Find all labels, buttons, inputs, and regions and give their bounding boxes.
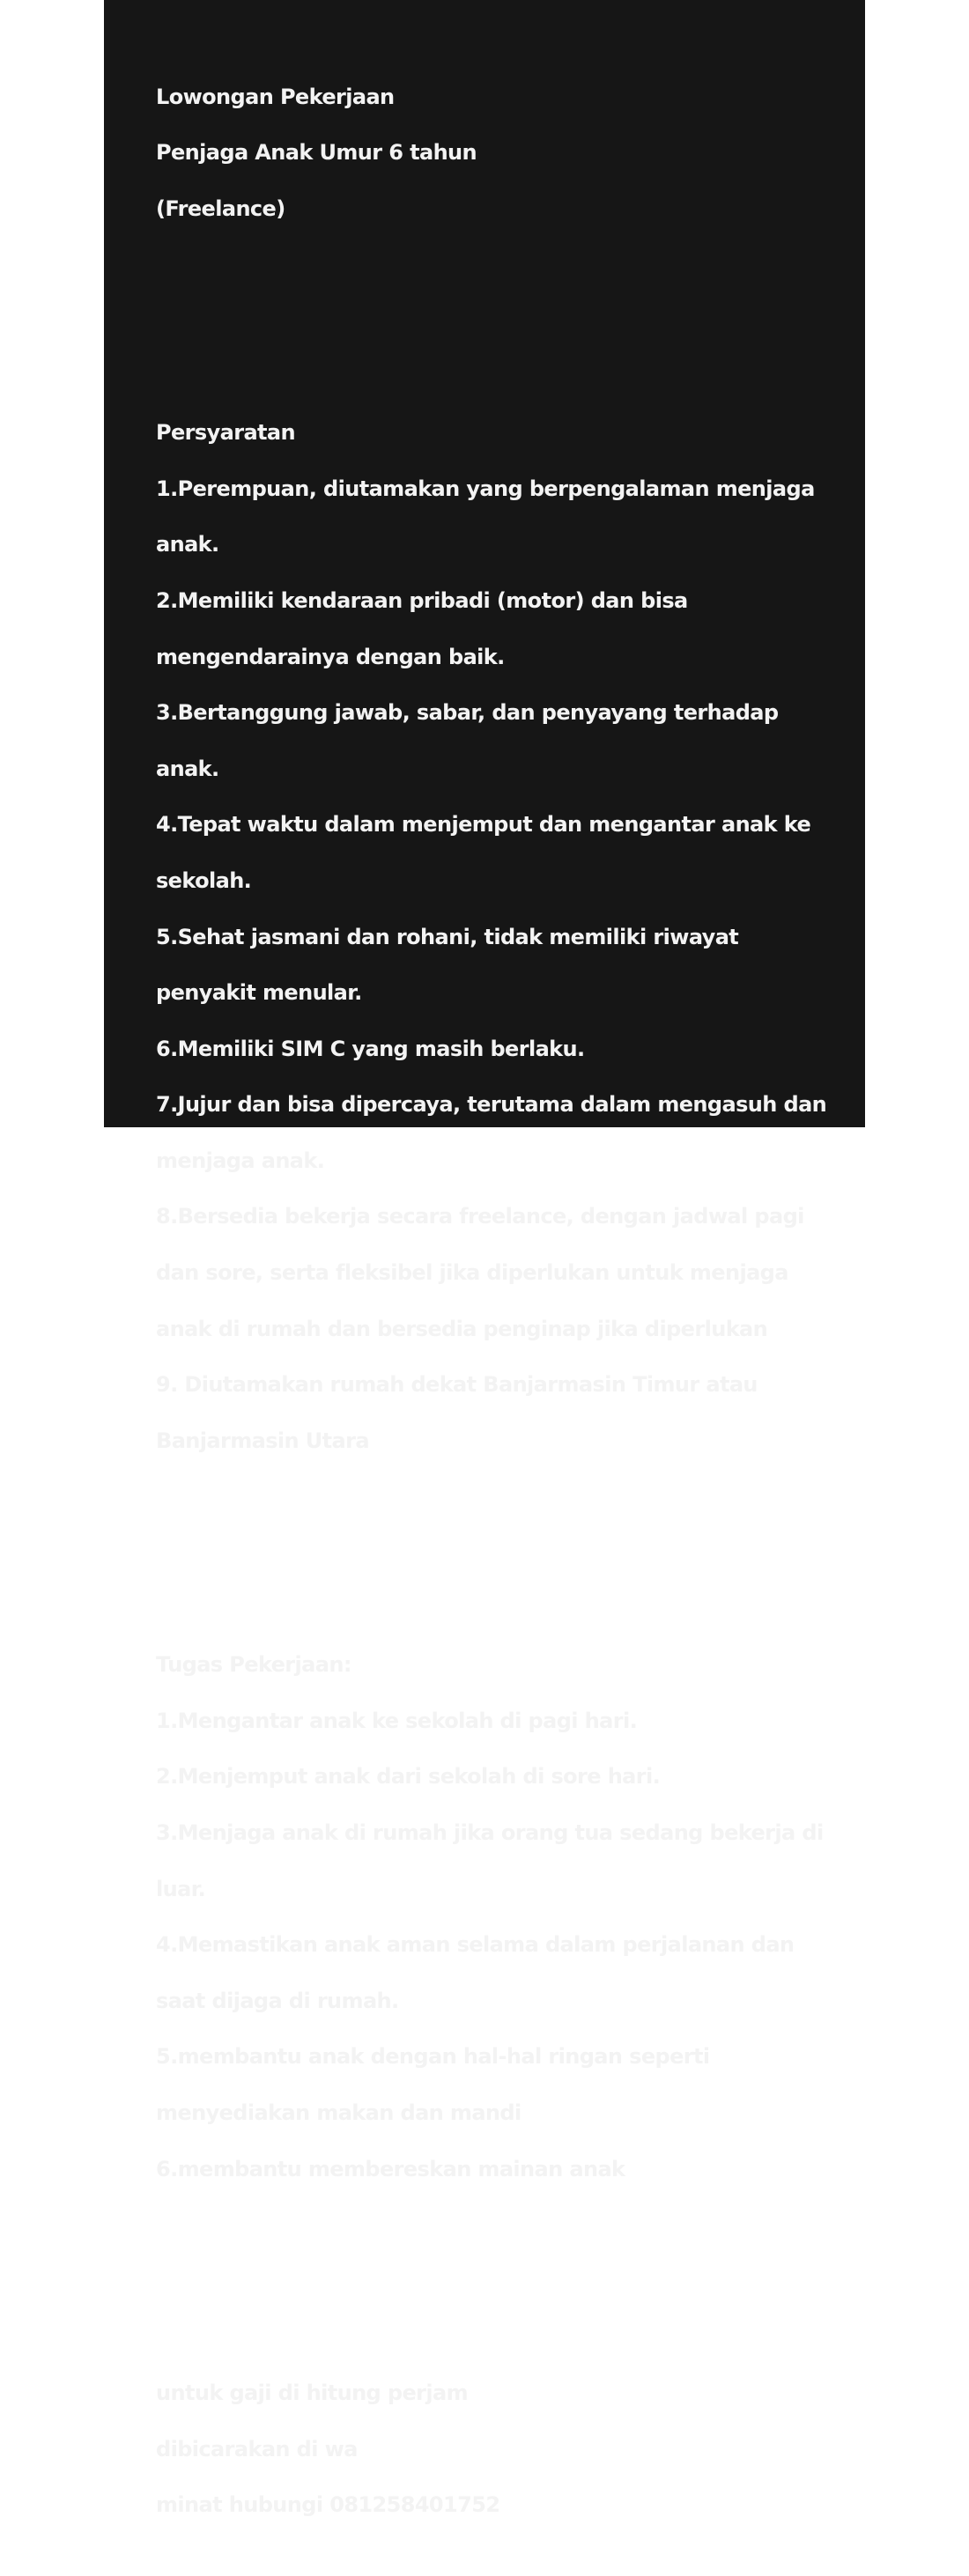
duty-line: saat dijaga di rumah. bbox=[156, 1988, 399, 2013]
requirement-line: dan sore, serta fleksibel jika diperlukan untuk menjaga bbox=[156, 1260, 788, 1286]
requirements-section bbox=[156, 391, 861, 1483]
post-title: Lowongan Pekerjaan bbox=[156, 84, 395, 109]
duty-line: 1.Mengantar anak ke sekolah di pagi hari. bbox=[156, 1708, 638, 1733]
discussion-note: dibicarakan di wa bbox=[156, 2436, 358, 2462]
requirement-line: mengendarainya dengan baik. bbox=[156, 644, 505, 669]
requirement-line: anak. bbox=[156, 532, 219, 557]
duty-line: 4.Memastikan anak aman selama dalam perjalanan dan bbox=[156, 1932, 795, 1958]
requirement-line: 4.Tepat waktu dalam menjemput dan mengantar anak ke bbox=[156, 812, 811, 838]
duty-line: menyediakan makan dan mandi bbox=[156, 2100, 521, 2125]
job-post-text bbox=[156, 27, 861, 2576]
requirement-line: penyakit menular. bbox=[156, 980, 362, 1006]
duty-line: 2.Menjemput anak dari sekolah di sore hari. bbox=[156, 1764, 661, 1790]
story-panel bbox=[104, 0, 865, 2518]
requirement-line: 8.Bersedia bekerja secara freelance, dengan jadwal pagi bbox=[156, 1204, 804, 1229]
requirement-line: sekolah. bbox=[156, 867, 252, 893]
requirements-heading: Persyaratan bbox=[156, 420, 296, 446]
requirement-line: 2.Memiliki kendaraan pribadi (motor) dan bisa bbox=[156, 587, 688, 613]
requirement-line: anak di rumah dan bersedia penginap jika diperlukan bbox=[156, 1316, 768, 1341]
header-block bbox=[156, 55, 861, 252]
requirement-line: 3.Bertanggung jawab, sabar, dan penyayang terhadap bbox=[156, 700, 779, 726]
footer-block bbox=[156, 2351, 861, 2548]
requirement-line: anak. bbox=[156, 756, 219, 781]
spacer bbox=[156, 307, 861, 336]
contact-line: minat hubungi 081258401752 bbox=[156, 2492, 500, 2518]
requirement-line: 6.Memiliki SIM C yang masih berlaku. bbox=[156, 1036, 585, 1061]
requirement-line: 9. Diutamakan rumah dekat Banjarmasin Timur atau bbox=[156, 1372, 758, 1398]
salary-note: untuk gaji di hitung perjam bbox=[156, 2380, 469, 2405]
duties-section bbox=[156, 1623, 861, 2211]
spacer bbox=[156, 1539, 861, 1568]
duty-line: 5.membantu anak dengan hal-hal ringan seperti bbox=[156, 2044, 710, 2070]
duty-line: 3.Menjaga anak di rumah jika orang tua sedang bekerja di bbox=[156, 1820, 824, 1845]
post-subtitle: Penjaga Anak Umur 6 tahun bbox=[156, 140, 477, 166]
duty-line: 6.membantu membereskan mainan anak bbox=[156, 2156, 625, 2181]
post-employment-type: (Freelance) bbox=[156, 196, 285, 221]
requirement-line: 7.Jujur dan bisa dipercaya, terutama dalam mengasuh dan bbox=[156, 1092, 827, 1118]
duty-line: luar. bbox=[156, 1876, 206, 1901]
requirement-line: menjaga anak. bbox=[156, 1148, 325, 1173]
requirement-line: Banjarmasin Utara bbox=[156, 1428, 369, 1453]
requirement-line: 1.Perempuan, diutamakan yang berpengalaman menjaga bbox=[156, 476, 815, 501]
requirement-line: 5.Sehat jasmani dan rohani, tidak memiliki riwayat bbox=[156, 924, 739, 949]
duties-heading: Tugas Pekerjaan: bbox=[156, 1652, 351, 1678]
spacer bbox=[156, 2268, 861, 2296]
